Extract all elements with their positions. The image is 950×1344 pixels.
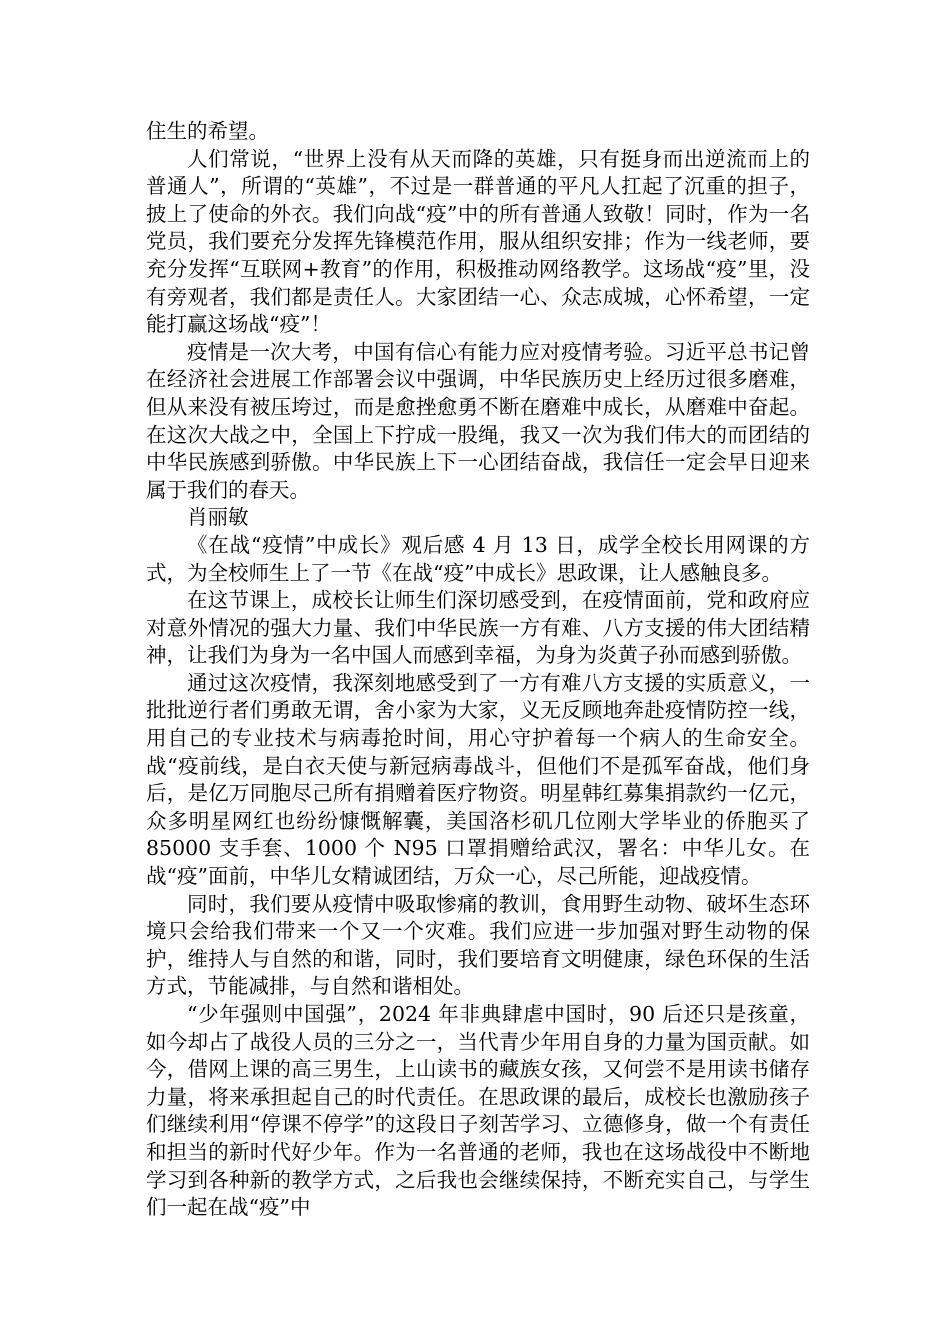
paragraph-exam: 疫情是一次大考，中国有信心有能力应对疫情考验。习近平总书记曾在经济社会进展工作部署会议中强调，中华民族历史上经历过很多磨难，但从来没有被压垮过，而是愈挫愈勇不断在磨难中成长，从磨难中奋起。在这次大战之中，全国上下拧成一股绳，我又一次为我们伟大的而团结的中华民族感到骄傲。中华民族上下一心团结奋战，我信任一定会早日迎来属于我们的春天。 [146,339,810,502]
document-body [146,118,810,1222]
paragraph-heroes: 人们常说，“世界上没有从天而降的英雄，只有挺身而出逆流而上的普通人”，所谓的“英雄”，不过是一群普通的平凡人扛起了沉重的担子，披上了使命的外衣。我们向战“疫”中的所有普通人致敬！同时，作为一名党员，我们要充分发挥先锋模范作用，服从组织安排；作为一线老师，要充分发挥“互联网+教育”的作用，积极推动网络教学。这场战“疫”里，没有旁观者，我们都是责任人。大家团结一心、众志成城，心怀希望，一定能打赢这场战“疫”！ [146,146,810,337]
paragraph-review-intro: 《在战“疫情”中成长》观后感 4 月 13 日，成学全校长用网课的方式，为全校师生上了一节《在战“疫”中成长》思政课，让人感触良多。 [146,532,810,585]
author-name: 肖丽敏 [187,505,249,530]
paragraph-youth: “少年强则中国强”，2024 年非典肆虐中国时，90 后还只是孩童，如今却占了战役人员的三分之一，当代青少年用自身的力量为国贡献。如今，借网上课的高三男生，上山读书的藏族女孩，又何尝不是用读书储存力量，将来承担起自己的时代责任。在思政课的最后，成校长也激励孩子们继续利用“停课不停学”的这段日子刻苦学习、立德修身，做一个有责任和担当的新时代好少年。作为一名普通的老师，我也在这场战役中不断地学习到各种新的教学方式，之后我也会继续保持，不断充实自己，与学生们一起在战“疫”中 [146,1002,810,1220]
paragraph-continuation: 住生的希望。 [146,119,269,143]
paragraph-support: 通过这次疫情，我深刻地感受到了一方有难八方支援的实质意义，一批批逆行者们勇敢无谓，舍小家为大家，义无反顾地奔赴疫情防控一线，用自己的专业技术与病毒抢时间，用心守护着每一个病人的生命安全。战“疫前线，是白衣天使与新冠病毒战斗，但他们不是孤军奋战，他们身后，是亿万同胞尽己所有捐赠着医疗物资。明星韩红募集捐款约一亿元，众多明星网红也纷纷慷慨解囊，美国洛杉矶几位刚大学毕业的侨胞买了 85000 支手套、1000 个 N95 口罩捐赠给武汉，署名：中华儿女。在战“疫”面前，中华儿女精诚团结，万众一心，尽己所能，迎战疫情。 [146,670,810,889]
paragraph-lessons-learned: 同时，我们要从疫情中吸取惨痛的教训，食用野生动物、破坏生态环境只会给我们带来一个又一个灾难。我们应进一步加强对野生动物的保护，维持人与自然的和谐，同时，我们要培育文明健康，绿色环保的生活方式，节能减排，与自然和谐相处。 [146,891,810,999]
paragraph-lesson: 在这节课上，成校长让师生们深切感受到，在疫情面前，党和政府应对意外情况的强大力量、我们中华民族一方有难、八方支援的伟大团结精神，让我们为身为一名中国人而感到幸福，为身为炎黄子孙而感到骄傲。 [146,588,810,668]
